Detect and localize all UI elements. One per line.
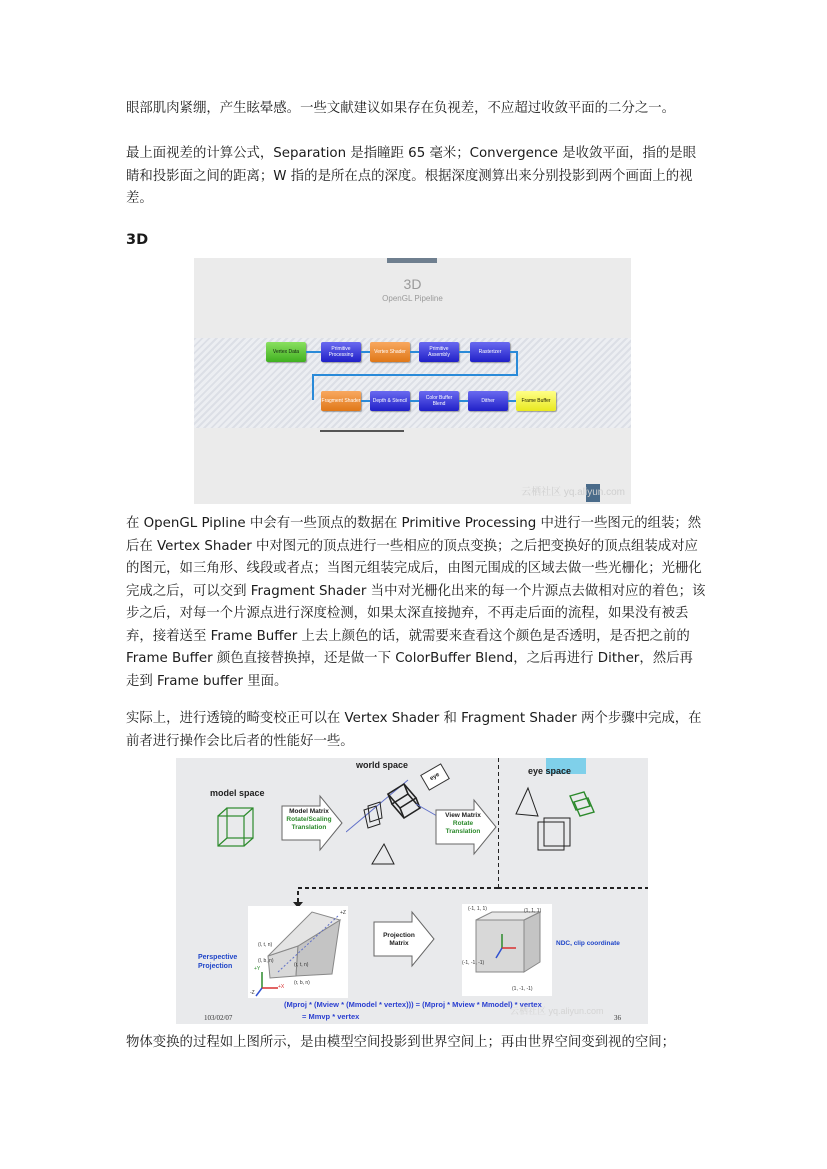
eye-icon: eye (420, 763, 450, 791)
node-frame-buffer: Frame Buffer (516, 391, 556, 411)
node-rasterizer: Rasterizer (470, 342, 510, 362)
model-matrix-op2: Translation (291, 824, 327, 831)
node-vertex-data: Vertex Data (266, 342, 306, 362)
view-matrix-op1: Rotate (452, 820, 474, 827)
view-matrix-title: View Matrix (445, 812, 481, 819)
paragraph-4: 实际上，进行透镜的畸变校正可以在 Vertex Shader 和 Fragment Shader 两个步骤中完成，在前者进行操作会比后者的性能好一些。 (126, 711, 702, 749)
mvp-equation-2: = Mmvp * vertex (302, 1012, 360, 1021)
arrow (410, 351, 419, 353)
mvp-equation: (Mproj * (Mview * (Mmodel * vertex))) = (Mproj * Mview * Mmodel) * vertex (284, 1000, 542, 1009)
ndc-label: NDC, clip coordinate (556, 940, 620, 947)
paragraph-2: 最上面视差的计算公式，Separation 是指瞳距 65 毫米；Convergence 是收敛平面，指的是眼睛和投影面之间的距离；W 指的是所在点的深度。根据深度测算出来分别投影到两个画面上的视差。 (126, 146, 697, 206)
section-heading-3d: 3D (126, 232, 149, 248)
axis-label: +Z (340, 910, 346, 916)
node-dither: Dither (468, 391, 508, 411)
node-primitive-assembly: Primitive Assembly (419, 342, 459, 362)
coord-label: (r, b, n) (294, 980, 310, 986)
model-matrix-label (280, 808, 338, 832)
arrow (361, 351, 370, 353)
arrow (306, 351, 321, 353)
axis-label: +X (278, 984, 285, 990)
eye-space-objects (498, 758, 648, 898)
watermark: 云栖社区 yq.aliyun.com (510, 1006, 604, 1016)
model-cube-icon (216, 806, 256, 850)
connector (312, 374, 314, 400)
arrow (410, 400, 419, 402)
slide-page-number: 36 (614, 1014, 621, 1022)
watermark: 云栖社区 yq.aliyun.com (521, 487, 625, 498)
perspective-label-2: Projection (198, 963, 233, 970)
slide-underline (320, 430, 404, 432)
arrow (459, 351, 470, 353)
node-vertex-shader: Vertex Shader (370, 342, 410, 362)
paragraph-1: 眼部肌肉紧绷，产生眩晕感。一些文献建议如果存在负视差，不应超过收敛平面的二分之一。 (126, 101, 676, 116)
slide-tab (387, 258, 437, 263)
space-transform-figure (176, 758, 648, 1024)
view-matrix-op2: Translation (445, 828, 481, 835)
world-objects (346, 774, 446, 874)
connector (516, 351, 518, 375)
perspective-label-1: Perspective (198, 954, 238, 961)
eye-space-label: eye space (528, 766, 572, 776)
coord-label: (l, t, n) (258, 942, 273, 948)
opengl-pipeline-figure (194, 258, 631, 504)
ndc-cube-icon (462, 904, 552, 996)
paragraph-3: 在 OpenGL Pipline 中会有一些顶点的数据在 Primitive Processing 中进行一些图元的组装；然后在 Vertex Shader 中对图元的顶点进行一些相应的顶点变换；之后把变换好的顶点组装成对应的图元，如三角形、线段或者点；当图元组装完成后，由图元围成的区域去做一些光栅化；光栅化完成之后，可以交到 Fragment Shader 当中对光栅化出来的每一个片源点去做相对应的着色；该步之后，对每一个片源点进行深度检测，如果太深直接抛弃，不再走后面的流程，如果没有被丢弃，接着送至 Frame Buffer 上去上颜色的话，就需要来查看这个颜色是否透明，是否把之前的 Frame Buffer 颜色直接替换掉，还是做一下 ColorBuffer Blend，之后再进行 Dither，然后再走到 Frame buffer 里面。 (126, 516, 706, 689)
connector (312, 374, 518, 376)
arrow (459, 400, 468, 402)
projection-matrix-label (372, 932, 426, 948)
frustum-panel (248, 906, 348, 998)
coord-label: (1, -1, -1) (512, 986, 533, 992)
node-primitive-processing: Primitive Processing (321, 342, 361, 362)
view-matrix-label (434, 812, 492, 836)
slide-date: 103/02/07 (204, 1014, 233, 1022)
coord-label: (r, t, n) (294, 962, 309, 968)
node-depth-stencil: Depth & Stencil (370, 391, 410, 411)
node-color-buffer-blend: Color Buffer Blend (419, 391, 459, 411)
arrow (361, 400, 370, 402)
axis-label: +Y (254, 966, 261, 972)
coord-label: (-1, -1, -1) (462, 960, 485, 966)
projection-matrix-title-2: Matrix (389, 940, 409, 947)
slide-subtitle: OpenGL Pipeline (382, 294, 443, 303)
slide-title: 3D (403, 276, 422, 292)
projection-matrix-title-1: Projection (383, 932, 415, 939)
model-space-label: model space (210, 788, 265, 798)
world-space-label: world space (356, 760, 409, 770)
ndc-cube-panel (462, 904, 552, 996)
model-matrix-op1: Rotate/Scaling (286, 816, 332, 823)
node-fragment-shader: Fragment Shader (321, 391, 361, 411)
coord-label: (1, 1, 1) (524, 908, 542, 914)
axis-label: -Z (250, 990, 255, 996)
model-matrix-title: Model Matrix (289, 808, 329, 815)
coord-label: (-1, 1, 1) (468, 906, 487, 912)
paragraph-5: 物体变换的过程如上图所示，是由模型空间投影到世界空间上；再由世界空间变到视的空间； (126, 1035, 676, 1050)
arrow (508, 400, 516, 402)
coord-label: (l, b, n) (258, 958, 274, 964)
